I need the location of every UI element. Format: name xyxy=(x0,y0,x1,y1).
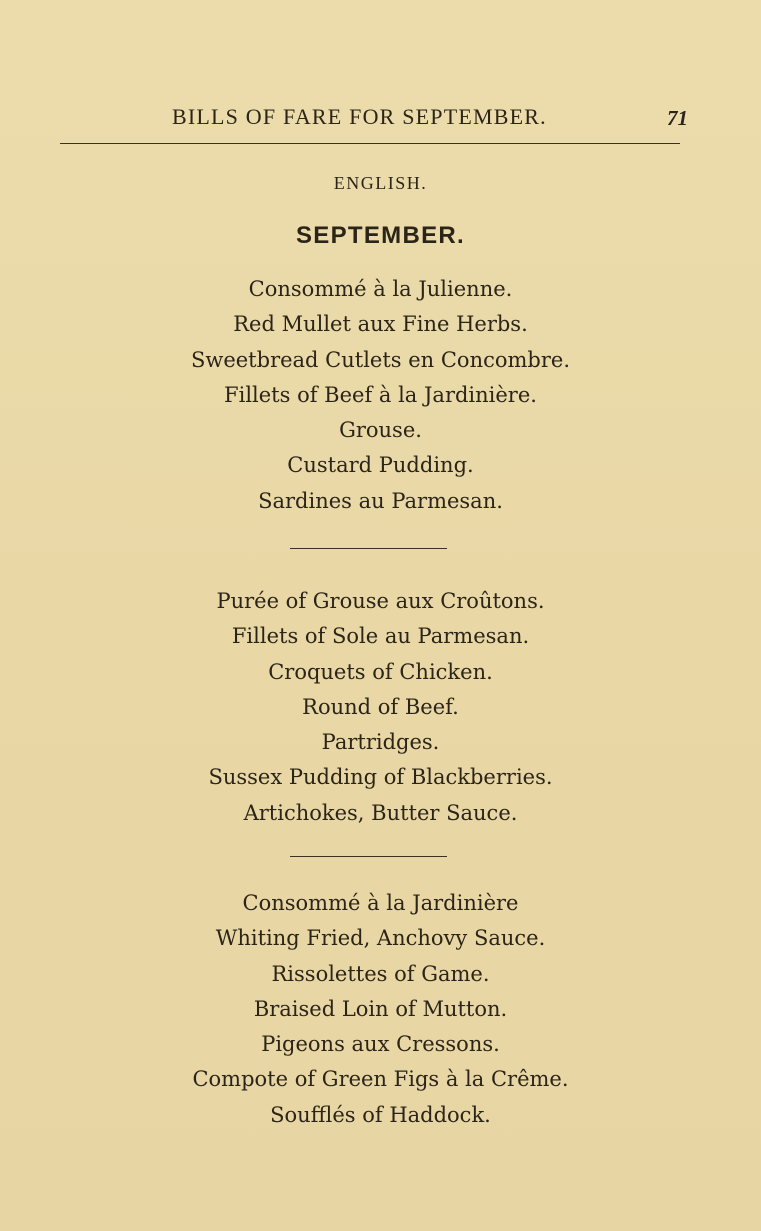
menu-item: Round of Beef. xyxy=(302,694,459,719)
running-head xyxy=(0,104,761,134)
menu-item: Sussex Pudding of Blackberries. xyxy=(208,765,553,790)
bill-of-fare-1 xyxy=(0,272,761,519)
menu-item: Compote of Green Figs à la Crême. xyxy=(192,1067,569,1092)
menu-item: Soufflés of Haddock. xyxy=(270,1102,491,1127)
page-number: 71 xyxy=(667,106,688,130)
bill-of-fare-3 xyxy=(0,886,761,1133)
menu-item: Rissolettes of Game. xyxy=(271,961,490,986)
month-title: SEPTEMBER. xyxy=(295,222,466,249)
menu-item: Braised Loin of Mutton. xyxy=(253,996,508,1021)
section-subheading: ENGLISH. xyxy=(333,173,428,193)
menu-item: Consommé à la Jardinière xyxy=(242,891,519,915)
header-rule xyxy=(60,143,680,144)
menu-item: Sardines au Parmesan. xyxy=(258,488,503,513)
running-title: BILLS OF FARE FOR SEPTEMBER. xyxy=(172,104,547,129)
menu-item: Fillets of Sole au Parmesan. xyxy=(231,624,530,649)
menu-item: Grouse. xyxy=(339,418,422,443)
menu-item: Purée of Grouse aux Croûtons. xyxy=(216,589,545,613)
menu-item: Partridges. xyxy=(321,730,440,755)
menu-item: Artichokes, Butter Sauce. xyxy=(243,800,518,825)
bill-of-fare-2 xyxy=(0,584,761,831)
menu-item: Fillets of Beef à la Jardinière. xyxy=(224,382,537,407)
menu-separator xyxy=(290,548,447,549)
menu-item: Whiting Fried, Anchovy Sauce. xyxy=(215,926,546,951)
menu-item: Consommé à la Julienne. xyxy=(248,277,513,301)
menu-separator xyxy=(290,856,447,857)
menu-item: Custard Pudding. xyxy=(287,453,474,478)
menu-item: Pigeons aux Cressons. xyxy=(261,1032,500,1057)
menu-item: Croquets of Chicken. xyxy=(268,659,493,684)
menu-item: Red Mullet aux Fine Herbs. xyxy=(233,312,528,337)
menu-item: Sweetbread Cutlets en Concombre. xyxy=(190,347,571,372)
